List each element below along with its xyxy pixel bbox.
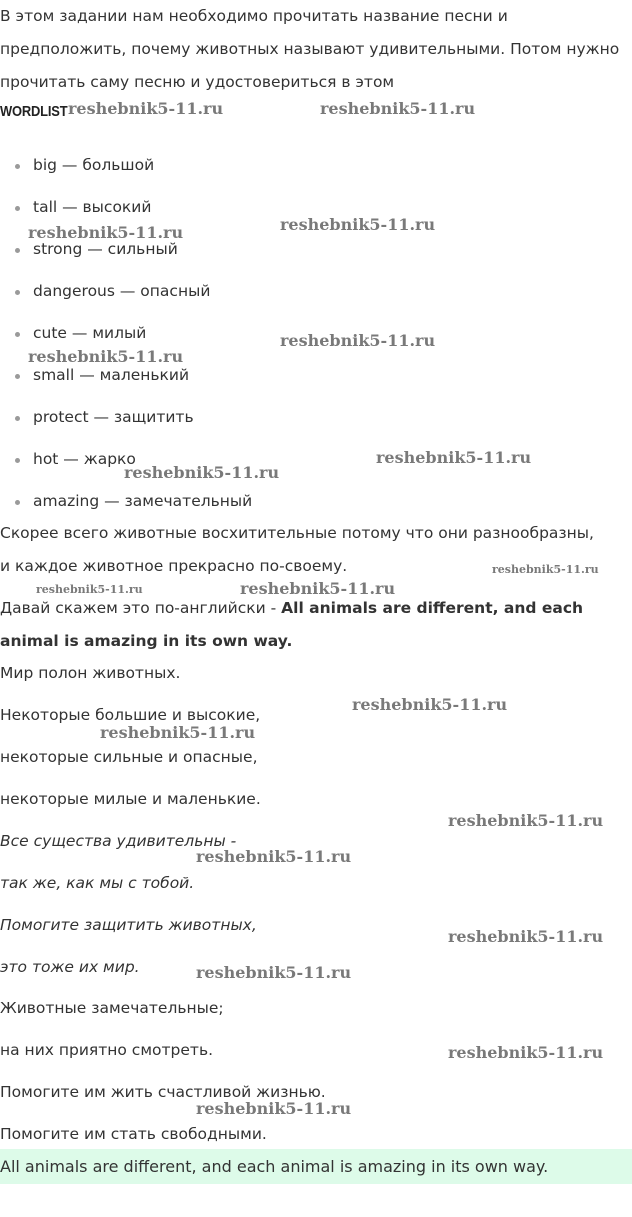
answer-english-bold: All animals are different, and each animal is amazing in its own way. — [0, 599, 584, 650]
watermark: reshebnik5-11.ru — [376, 448, 532, 467]
translation-line: Все существа удивительны - — [0, 832, 237, 850]
watermark: reshebnik5-11.ru — [240, 579, 396, 598]
list-item: small — маленький — [0, 360, 252, 402]
translation-line: Помогите защитить животных, — [0, 916, 257, 934]
list-item: tall — высокий — [0, 192, 252, 234]
watermark: reshebnik5-11.ru — [124, 463, 280, 482]
answer-english — [0, 592, 625, 658]
list-item: amazing — замечательный — [0, 486, 252, 528]
watermark: reshebnik5-11.ru — [448, 811, 604, 830]
watermark: reshebnik5-11.ru — [492, 563, 599, 576]
translation-line: так же, как мы с тобой. — [0, 874, 195, 892]
watermark: reshebnik5-11.ru — [280, 215, 436, 234]
watermark: reshebnik5-11.ru — [28, 223, 184, 242]
watermark: reshebnik5-11.ru — [196, 1099, 352, 1118]
intro-text: В этом задании нам необходимо прочитать название песни и предположить, почему животных называют удивительными. Потом нужно прочитать саму песню и удостовериться в этом — [0, 7, 620, 91]
translation-line: некоторые милые и маленькие. — [0, 790, 261, 808]
watermark: reshebnik5-11.ru — [448, 1043, 604, 1062]
translation-line: на них приятно смотреть. — [0, 1041, 214, 1059]
list-item: dangerous — опасный — [0, 276, 252, 318]
translation-line: Помогите им жить счастливой жизнью. — [0, 1083, 326, 1101]
translation-line: Животные замечательные; — [0, 999, 224, 1017]
translation-line: Некоторые большие и высокие, — [0, 706, 261, 724]
watermark: reshebnik5-11.ru — [196, 847, 352, 866]
answer-english-prefix: Давай скажем это по-английски - — [0, 599, 282, 617]
translation-line: это тоже их мир. — [0, 958, 140, 976]
watermark: reshebnik5-11.ru — [100, 723, 256, 742]
translation-line: Помогите им стать свободными. — [0, 1125, 267, 1143]
list-item: hot — жарко — [0, 444, 252, 486]
wordlist-title: WORDLIST — [0, 103, 68, 120]
watermark: reshebnik5-11.ru — [352, 695, 508, 714]
watermark: reshebnik5-11.ru — [28, 347, 184, 366]
watermark: reshebnik5-11.ru — [68, 99, 224, 118]
list-item: protect — защитить — [0, 402, 252, 444]
watermark: reshebnik5-11.ru — [36, 583, 143, 596]
watermark: reshebnik5-11.ru — [280, 331, 436, 350]
highlight-summary: All animals are different, and each animal is amazing in its own way. — [0, 1149, 632, 1184]
answer-russian: Скорее всего животные восхитительные потому что они разнообразны, и каждое животное прекрасно по-своему. — [0, 524, 594, 575]
list-item: strong — сильный — [0, 234, 252, 276]
translation-line: Мир полон животных. — [0, 664, 181, 682]
list-item: big — большой — [0, 150, 252, 192]
translation-line: некоторые сильные и опасные, — [0, 748, 258, 766]
list-item: cute — милый — [0, 318, 252, 360]
watermark: reshebnik5-11.ru — [320, 99, 476, 118]
watermark: reshebnik5-11.ru — [196, 963, 352, 982]
watermark: reshebnik5-11.ru — [448, 927, 604, 946]
